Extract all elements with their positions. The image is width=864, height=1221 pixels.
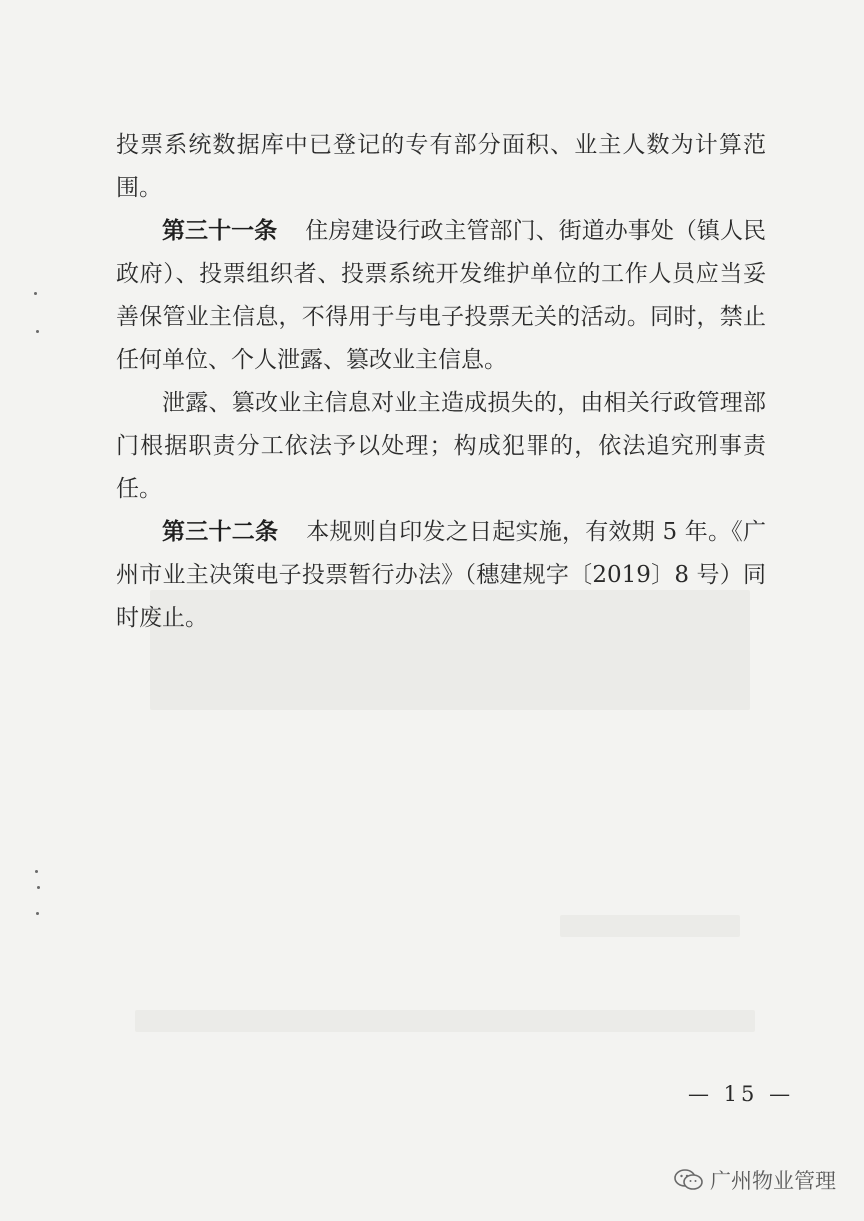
article-heading: 第三十二条 (162, 519, 279, 545)
bleed-through-mark (560, 915, 740, 937)
wechat-icon (674, 1168, 704, 1192)
watermark (674, 1165, 836, 1195)
paragraph-text: 投票系统数据库中已登记的专有部分面积、业主人数为计算范围。 (116, 132, 766, 201)
paragraph-text: 泄露、篡改业主信息对业主造成损失的，由相关行政管理部门根据职责分工依法予以处理；构成犯罪的，依法追究刑事责任。 (116, 390, 766, 502)
scan-speck (36, 330, 39, 333)
paragraph-article-32 (116, 511, 766, 640)
bleed-through-mark (135, 1010, 755, 1032)
page-number: — 15 — (688, 1082, 795, 1106)
paragraph-article-31 (116, 210, 766, 382)
body-text (116, 124, 766, 640)
paragraph-1 (116, 124, 766, 210)
scan-speck (37, 886, 40, 889)
paragraph-text: 住房建设行政主管部门、街道办事处（镇人民政府）、投票组织者、投票系统开发维护单位的工作人员应当妥善保管业主信息，不得用于与电子投票无关的活动。同时，禁止任何单位、个人泄露、篡改业主信息。 (116, 218, 767, 373)
scan-speck (34, 292, 37, 295)
paragraph-3 (116, 382, 766, 511)
article-heading: 第三十一条 (162, 218, 278, 244)
scan-speck (36, 912, 39, 915)
scan-speck (35, 870, 38, 873)
paragraph-text: 本规则自印发之日起实施，有效期 5 年。《广州市业主决策电子投票暂行办法》（穗建规字〔2019〕8 号）同时废止。 (116, 519, 766, 631)
watermark-label: 广州物业管理 (710, 1169, 836, 1193)
